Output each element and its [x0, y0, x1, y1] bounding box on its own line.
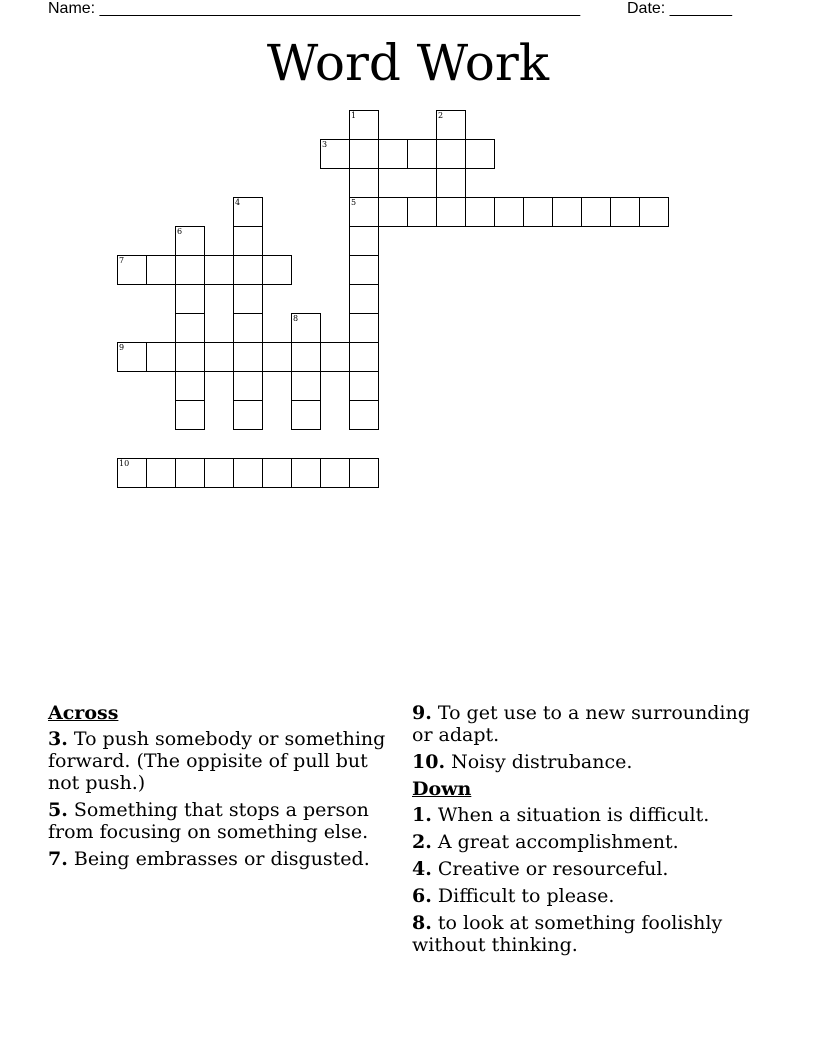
cell-number: 2 — [438, 111, 444, 120]
page-title: Word Work — [266, 34, 550, 92]
grid-cell[interactable] — [233, 400, 263, 430]
grid-cell[interactable] — [320, 139, 350, 169]
grid-cell[interactable] — [175, 371, 205, 401]
grid-cell[interactable] — [204, 458, 234, 488]
grid-cell[interactable] — [175, 255, 205, 285]
clue-down-8 — [412, 912, 772, 956]
grid-cell[interactable] — [175, 342, 205, 372]
cell-number: 7 — [119, 256, 125, 265]
grid-cell[interactable] — [349, 371, 379, 401]
grid-cell[interactable] — [291, 342, 321, 372]
clue-across-3 — [48, 728, 394, 794]
grid-cell[interactable] — [349, 197, 379, 227]
grid-cell[interactable] — [639, 197, 669, 227]
grid-cell[interactable] — [117, 458, 147, 488]
grid-cell[interactable] — [291, 371, 321, 401]
grid-cell[interactable] — [262, 458, 292, 488]
grid-cell[interactable] — [204, 342, 234, 372]
grid-cell[interactable] — [233, 255, 263, 285]
clue-across-10 — [412, 751, 772, 773]
grid-cell[interactable] — [175, 313, 205, 343]
grid-cell[interactable] — [146, 458, 176, 488]
grid-cell[interactable] — [436, 110, 466, 140]
grid-cell[interactable] — [407, 197, 437, 227]
cell-number: 8 — [293, 314, 299, 323]
grid-cell[interactable] — [436, 139, 466, 169]
clue-down-2 — [412, 831, 772, 853]
name-field: Name: ______________________________________________________ — [48, 0, 581, 17]
grid-cell[interactable] — [610, 197, 640, 227]
grid-cell[interactable] — [349, 168, 379, 198]
date-field: Date: _______ — [627, 0, 732, 17]
grid-cell[interactable] — [349, 313, 379, 343]
cell-number: 10 — [119, 459, 130, 468]
grid-cell[interactable] — [465, 197, 495, 227]
grid-cell[interactable] — [552, 197, 582, 227]
clue-number: 7. — [48, 848, 68, 870]
grid-cell[interactable] — [523, 197, 553, 227]
clue-number: 10. — [412, 751, 446, 773]
grid-cell[interactable] — [349, 342, 379, 372]
grid-cell[interactable] — [233, 226, 263, 256]
grid-cell[interactable] — [407, 139, 437, 169]
grid-cell[interactable] — [349, 255, 379, 285]
cell-number: 3 — [322, 140, 328, 149]
grid-cell[interactable] — [378, 197, 408, 227]
clue-text: Something that stops a person from focusing on something else. — [48, 799, 369, 843]
clues-left-column — [48, 702, 394, 875]
clue-text: To get use to a new surrounding or adapt. — [412, 702, 750, 746]
clue-number: 5. — [48, 799, 68, 821]
grid-cell[interactable] — [117, 255, 147, 285]
grid-cell[interactable] — [262, 255, 292, 285]
clue-down-4 — [412, 858, 772, 880]
clues-right-column — [412, 702, 772, 961]
clue-number: 4. — [412, 858, 432, 880]
clue-across-7 — [48, 848, 394, 870]
clue-text: to look at something foolishly without thinking. — [412, 912, 723, 956]
grid-cell[interactable] — [233, 342, 263, 372]
clue-number: 3. — [48, 728, 68, 750]
clue-text: Creative or resourceful. — [431, 858, 669, 880]
clue-number: 8. — [412, 912, 432, 934]
clue-text: To push somebody or something forward. (The oppisite of pull but not push.) — [48, 728, 386, 794]
cell-number: 5 — [351, 198, 357, 207]
grid-cell[interactable] — [378, 139, 408, 169]
grid-cell[interactable] — [233, 284, 263, 314]
grid-cell[interactable] — [175, 226, 205, 256]
clue-number: 1. — [412, 804, 432, 826]
grid-cell[interactable] — [349, 400, 379, 430]
clue-text: Being embrasses or disgusted. — [67, 848, 370, 870]
clue-number: 9. — [412, 702, 432, 724]
grid-cell[interactable] — [349, 139, 379, 169]
grid-cell[interactable] — [436, 197, 466, 227]
grid-cell[interactable] — [349, 110, 379, 140]
grid-cell[interactable] — [465, 139, 495, 169]
grid-cell[interactable] — [349, 284, 379, 314]
grid-cell[interactable] — [175, 458, 205, 488]
grid-cell[interactable] — [233, 371, 263, 401]
cell-number: 1 — [351, 111, 357, 120]
grid-cell[interactable] — [262, 342, 292, 372]
clue-across-5 — [48, 799, 394, 843]
grid-cell[interactable] — [233, 313, 263, 343]
crossword-grid — [0, 0, 816, 520]
grid-cell[interactable] — [233, 458, 263, 488]
grid-cell[interactable] — [494, 197, 524, 227]
grid-cell[interactable] — [291, 313, 321, 343]
grid-cell[interactable] — [291, 458, 321, 488]
clue-number: 2. — [412, 831, 432, 853]
grid-cell[interactable] — [436, 168, 466, 198]
clue-down-6 — [412, 885, 772, 907]
grid-cell[interactable] — [146, 342, 176, 372]
grid-cell[interactable] — [349, 458, 379, 488]
grid-cell[interactable] — [146, 255, 176, 285]
clue-text: When a situation is difficult. — [431, 804, 710, 826]
across-heading: Across — [48, 702, 119, 724]
clue-text: Noisy distrubance. — [445, 751, 633, 773]
grid-cell[interactable] — [320, 458, 350, 488]
grid-cell[interactable] — [204, 255, 234, 285]
clue-number: 6. — [412, 885, 432, 907]
grid-cell[interactable] — [320, 342, 350, 372]
cell-number: 9 — [119, 343, 125, 352]
clue-text: A great accomplishment. — [431, 831, 679, 853]
grid-cell[interactable] — [117, 342, 147, 372]
grid-cell[interactable] — [233, 197, 263, 227]
down-heading: Down — [412, 778, 472, 800]
grid-cell[interactable] — [175, 400, 205, 430]
cell-number: 4 — [235, 198, 241, 207]
grid-cell[interactable] — [291, 400, 321, 430]
cell-number: 6 — [177, 227, 183, 236]
grid-cell[interactable] — [175, 284, 205, 314]
grid-cell[interactable] — [349, 226, 379, 256]
clue-down-1 — [412, 804, 772, 826]
clue-across-9 — [412, 702, 772, 746]
clue-text: Difficult to please. — [431, 885, 615, 907]
grid-cell[interactable] — [581, 197, 611, 227]
